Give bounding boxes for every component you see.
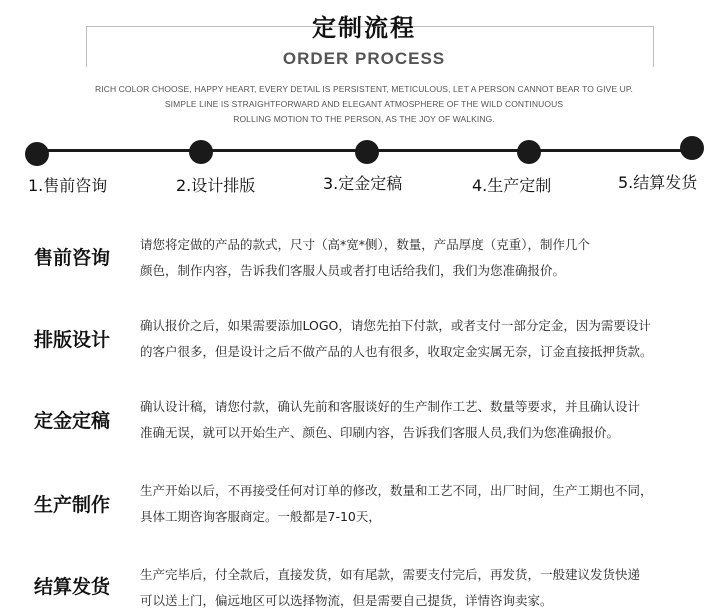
section-line: 生产开始以后，不再接受任何对订单的修改，数量和工艺不同，出厂时间，生产工期也不同，: [140, 483, 653, 498]
section-title: 售前咨询: [34, 247, 111, 269]
timeline-dot-2: [189, 140, 213, 164]
timeline-dot-1: [25, 142, 49, 166]
tagline-line-3: ROLLING MOTION TO THE PERSON, AS THE JOY OF WALKING.: [233, 114, 495, 124]
timeline-dot-4: [517, 140, 541, 164]
header: [0, 0, 728, 130]
timeline-dot-5: [680, 136, 704, 160]
step-label-5: 5.结算发货: [618, 173, 698, 192]
step-label-1: 1.售前咨询: [28, 176, 108, 195]
section-line: 的客户很多，但是设计之后不做产品的人也有很多，收取定金实属无奈，订金直接抵押货款。: [140, 344, 653, 359]
step-label-4: 4.生产定制: [472, 176, 552, 195]
section-line: 具体工期咨询客服商定。一般都是7-10天，: [140, 509, 381, 524]
section-line: 请您将定做的产品的款式，尺寸（高*宽*侧），数量，产品厚度（克重），制作几个: [140, 237, 591, 252]
step-label-3: 3.定金定稿: [323, 174, 403, 193]
section-line: 颜色，制作内容，告诉我们客服人员或者打电话给我们，我们为您准确报价。: [140, 263, 566, 278]
section-title: 排版设计: [34, 329, 111, 351]
process-timeline: [0, 130, 728, 200]
section-body: [140, 562, 712, 614]
page-subtitle: ORDER PROCESS: [282, 49, 446, 68]
section-line: 确认设计稿，请您付款，确认先前和客服谈好的生产制作工艺、数量等要求，并且确认设计: [140, 399, 641, 414]
page-title: 定制流程: [312, 14, 416, 42]
section-title: 定金定稿: [34, 410, 111, 432]
section-body: [140, 394, 712, 446]
section-body: [140, 232, 712, 284]
timeline-dot-3: [355, 140, 379, 164]
tagline-line-2: SIMPLE LINE IS STRAIGHTFORWARD AND ELEGANT ATMOSPHERE OF THE WILD CONTINUOUS: [164, 99, 564, 109]
step-label-2: 2.设计排版: [176, 176, 256, 195]
section-line: 准确无误，就可以开始生产、颜色、印刷内容，告诉我们客服人员,我们为您准确报价。: [140, 425, 619, 440]
section-body: [140, 313, 712, 365]
section-line: 确认报价之后，如果需要添加LOGO，请您先拍下付款，或者支付一部分定金，因为需要设计: [140, 318, 651, 333]
section-line: 生产完毕后，付全款后，直接发货，如有尾款，需要支付完后，再发货，一般建议发货快递: [140, 567, 641, 582]
section-line: 可以送上门，偏远地区可以选择物流，但是需要自己提货，详情咨询卖家。: [140, 593, 553, 608]
section-title: 生产制作: [34, 494, 111, 516]
tagline-line-1: RICH COLOR CHOOSE, HAPPY HEART, EVERY DETAIL IS PERSISTENT, METICULOUS, LET A PERSON CANNOT BEAR TO GIVE UP.: [95, 84, 633, 94]
section-title: 结算发货: [34, 576, 111, 598]
section-body: [140, 478, 712, 530]
